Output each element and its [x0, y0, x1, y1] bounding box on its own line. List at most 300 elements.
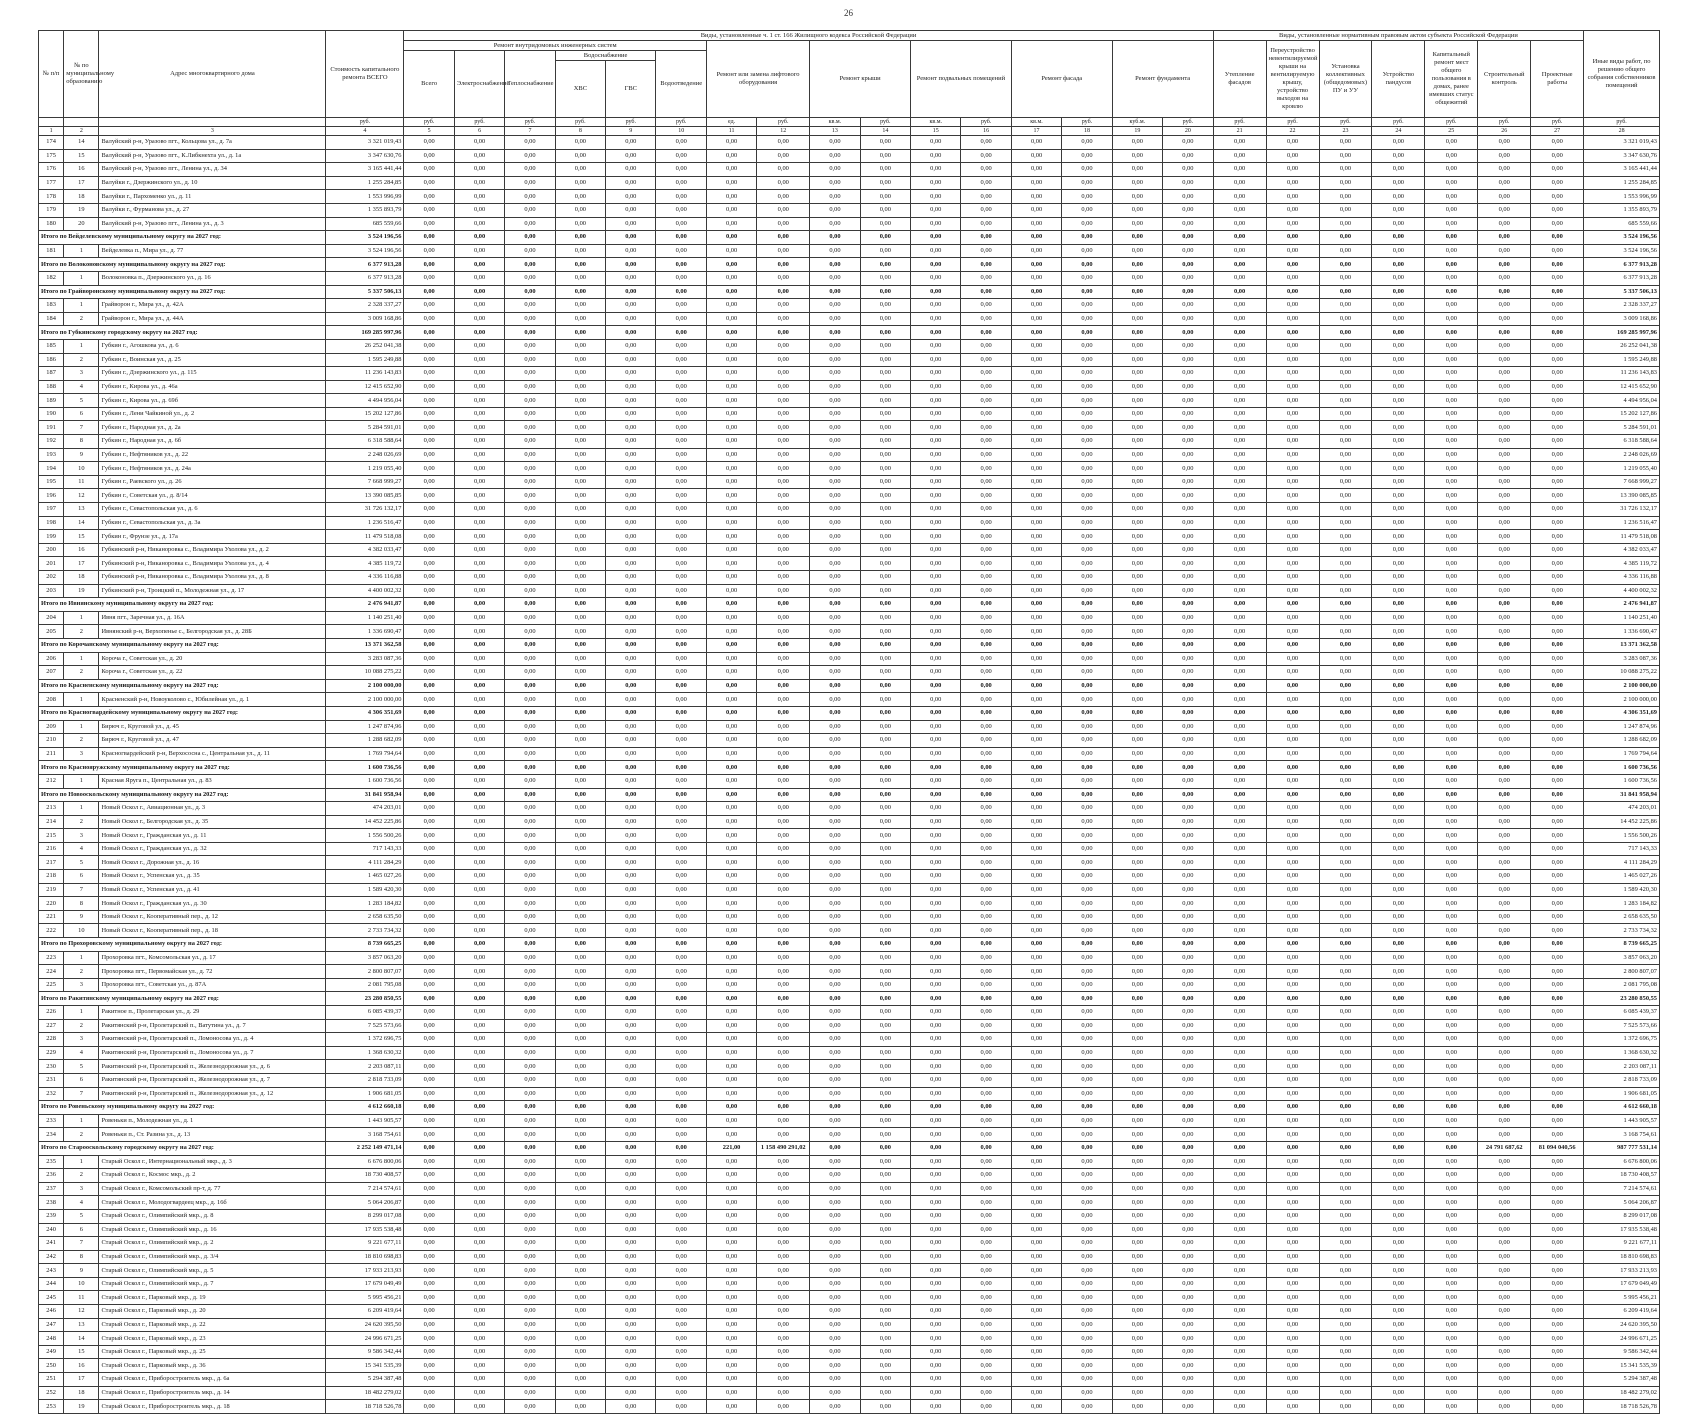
value-cell: 0,00 — [555, 883, 605, 897]
value-cell: 0,00 — [656, 1305, 706, 1319]
value-cell: 0,00 — [1163, 448, 1214, 462]
value-cell: 0,00 — [1425, 1046, 1478, 1060]
row-total: 2 248 026,69 — [1584, 448, 1660, 462]
value-cell: 0,00 — [860, 910, 910, 924]
value-cell: 0,00 — [706, 693, 756, 707]
value-cell: 0,00 — [555, 1169, 605, 1183]
value-cell: 0,00 — [656, 285, 706, 299]
value-cell: 0,00 — [1425, 217, 1478, 231]
row-number: 233 — [39, 1114, 64, 1128]
value-cell: 0,00 — [656, 1155, 706, 1169]
value-cell: 0,00 — [1266, 326, 1319, 340]
value-cell: 0,00 — [1531, 666, 1584, 680]
total-cost: 5 284 591,01 — [326, 421, 404, 435]
value-cell: 0,00 — [606, 1386, 656, 1400]
value-cell: 0,00 — [454, 1305, 504, 1319]
value-cell: 0,00 — [961, 516, 1011, 530]
table-row — [39, 203, 1660, 217]
value-cell: 0,00 — [1531, 299, 1584, 313]
value-cell: 0,00 — [1478, 666, 1531, 680]
value-cell: 0,00 — [1478, 584, 1531, 598]
value-cell: 0,00 — [656, 435, 706, 449]
address: Губкин г., Лени Чайкиной ул., д. 2 — [99, 407, 326, 421]
value-cell: 0,00 — [555, 149, 605, 163]
value-cell: 0,00 — [1011, 1223, 1061, 1237]
value-cell: 0,00 — [1425, 285, 1478, 299]
value-cell: 0,00 — [1266, 299, 1319, 313]
unit-cell: руб. — [961, 118, 1011, 127]
value-cell: 0,00 — [505, 1046, 555, 1060]
value-cell: 0,00 — [911, 1087, 961, 1101]
value-cell: 0,00 — [1319, 285, 1372, 299]
value-cell: 0,00 — [505, 258, 555, 272]
value-cell: 0,00 — [1266, 1250, 1319, 1264]
value-cell: 0,00 — [1112, 163, 1162, 177]
value-cell: 0,00 — [810, 679, 860, 693]
value-cell: 0,00 — [656, 1345, 706, 1359]
value-cell: 0,00 — [505, 1209, 555, 1223]
value-cell: 0,00 — [1372, 1114, 1425, 1128]
total-cost: 1 906 681,05 — [326, 1087, 404, 1101]
value-cell: 0,00 — [1213, 217, 1266, 231]
value-cell: 0,00 — [860, 1318, 910, 1332]
value-cell: 0,00 — [961, 693, 1011, 707]
value-cell: 0,00 — [606, 992, 656, 1006]
value-cell: 0,00 — [1425, 1006, 1478, 1020]
value-cell: 0,00 — [404, 679, 454, 693]
value-cell: 0,00 — [1062, 1223, 1112, 1237]
value-cell: 0,00 — [1372, 693, 1425, 707]
value-cell: 0,00 — [606, 1332, 656, 1346]
value-cell: 0,00 — [1062, 1114, 1112, 1128]
value-cell: 0,00 — [555, 1318, 605, 1332]
unit-cell: кв.м. — [810, 118, 860, 127]
value-cell: 0,00 — [961, 802, 1011, 816]
value-cell: 0,00 — [706, 1332, 756, 1346]
value-cell: 0,00 — [404, 1250, 454, 1264]
mo-number: 2 — [64, 1169, 99, 1183]
value-cell: 0,00 — [404, 747, 454, 761]
value-cell: 0,00 — [1011, 1332, 1061, 1346]
value-cell: 0,00 — [1213, 1277, 1266, 1291]
value-cell: 0,00 — [1163, 203, 1214, 217]
row-number: 175 — [39, 149, 64, 163]
value-cell: 0,00 — [757, 611, 810, 625]
value-cell: 0,00 — [1213, 489, 1266, 503]
value-cell: 0,00 — [1062, 407, 1112, 421]
value-cell: 0,00 — [555, 489, 605, 503]
value-cell: 0,00 — [454, 435, 504, 449]
value-cell: 0,00 — [1372, 720, 1425, 734]
value-cell: 0,00 — [1425, 1318, 1478, 1332]
value-cell: 0,00 — [1163, 666, 1214, 680]
unit-cell: руб. — [1372, 118, 1425, 127]
value-cell: 0,00 — [404, 353, 454, 367]
value-cell: 0,00 — [911, 720, 961, 734]
value-cell: 0,00 — [1372, 571, 1425, 585]
value-cell: 0,00 — [404, 530, 454, 544]
value-cell: 0,00 — [454, 516, 504, 530]
value-cell: 0,00 — [706, 951, 756, 965]
value-cell: 0,00 — [911, 1237, 961, 1251]
value-cell: 0,00 — [1425, 897, 1478, 911]
mo-number: 3 — [64, 1033, 99, 1047]
row-total: 1 140 251,40 — [1584, 611, 1660, 625]
value-cell: 0,00 — [505, 1101, 555, 1115]
value-cell: 0,00 — [1531, 1359, 1584, 1373]
value-cell: 0,00 — [555, 1209, 605, 1223]
value-cell: 0,00 — [1266, 611, 1319, 625]
value-cell: 0,00 — [1062, 1141, 1112, 1155]
value-cell: 0,00 — [1319, 149, 1372, 163]
value-cell: 0,00 — [1011, 1114, 1061, 1128]
value-cell: 0,00 — [1112, 475, 1162, 489]
value-cell: 0,00 — [656, 339, 706, 353]
value-cell: 0,00 — [656, 815, 706, 829]
value-cell: 0,00 — [606, 475, 656, 489]
value-cell: 0,00 — [1112, 1169, 1162, 1183]
mo-number: 3 — [64, 978, 99, 992]
value-cell: 0,00 — [1213, 693, 1266, 707]
value-cell: 0,00 — [555, 965, 605, 979]
value-cell: 0,00 — [1372, 706, 1425, 720]
row-total: 18 810 698,83 — [1584, 1250, 1660, 1264]
address: Грайворон г., Мира ул., д. 42А — [99, 299, 326, 313]
value-cell: 0,00 — [1372, 883, 1425, 897]
mo-number: 2 — [64, 1128, 99, 1142]
value-cell: 0,00 — [1213, 557, 1266, 571]
value-cell: 0,00 — [810, 1155, 860, 1169]
value-cell: 0,00 — [1478, 448, 1531, 462]
value-cell: 0,00 — [1163, 1046, 1214, 1060]
value-cell: 0,00 — [656, 1019, 706, 1033]
value-cell: 0,00 — [505, 1264, 555, 1278]
value-cell: 0,00 — [1062, 271, 1112, 285]
value-cell: 0,00 — [860, 190, 910, 204]
value-cell: 0,00 — [1372, 611, 1425, 625]
total-cost: 2 081 795,08 — [326, 978, 404, 992]
address: Старый Оскол г., Олимпийский мкр., д. 16 — [99, 1223, 326, 1237]
column-number-cell: 2 — [64, 127, 99, 136]
value-cell: 0,00 — [961, 421, 1011, 435]
address: Старый Оскол г., Комсомольский пр-т, д. 77 — [99, 1182, 326, 1196]
value-cell: 0,00 — [757, 312, 810, 326]
value-cell: 0,00 — [1163, 217, 1214, 231]
total-cost: 1 465 027,26 — [326, 870, 404, 884]
value-cell: 0,00 — [606, 747, 656, 761]
value-cell: 0,00 — [860, 1264, 910, 1278]
value-cell: 0,00 — [1213, 734, 1266, 748]
value-cell: 0,00 — [1319, 1019, 1372, 1033]
value-cell: 0,00 — [454, 1033, 504, 1047]
value-cell: 0,00 — [1062, 1128, 1112, 1142]
value-cell: 0,00 — [1163, 815, 1214, 829]
value-cell: 0,00 — [757, 829, 810, 843]
value-cell: 0,00 — [757, 475, 810, 489]
value-cell: 0,00 — [656, 271, 706, 285]
value-cell: 0,00 — [1062, 1155, 1112, 1169]
row-number: 201 — [39, 557, 64, 571]
value-cell: 0,00 — [706, 1373, 756, 1387]
value-cell: 0,00 — [810, 598, 860, 612]
address: Старый Оскол г., Олимпийский мкр., д. 8 — [99, 1209, 326, 1223]
value-cell: 0,00 — [1163, 462, 1214, 476]
value-cell: 0,00 — [1062, 734, 1112, 748]
value-cell: 0,00 — [1478, 271, 1531, 285]
value-cell: 0,00 — [505, 774, 555, 788]
table-row — [39, 1073, 1660, 1087]
value-cell: 0,00 — [404, 285, 454, 299]
total-cost: 4 111 284,29 — [326, 856, 404, 870]
row-total: 1 600 736,56 — [1584, 774, 1660, 788]
value-cell: 0,00 — [505, 679, 555, 693]
value-cell: 0,00 — [555, 1101, 605, 1115]
value-cell: 0,00 — [911, 1264, 961, 1278]
value-cell: 0,00 — [1213, 951, 1266, 965]
value-cell: 0,00 — [555, 1386, 605, 1400]
value-cell: 0,00 — [1425, 1373, 1478, 1387]
value-cell: 0,00 — [1011, 1386, 1061, 1400]
value-cell: 0,00 — [1425, 978, 1478, 992]
value-cell: 0,00 — [404, 625, 454, 639]
value-cell: 0,00 — [606, 1291, 656, 1305]
mo-number: 10 — [64, 924, 99, 938]
table-row — [39, 394, 1660, 408]
table-row — [39, 271, 1660, 285]
value-cell: 0,00 — [810, 475, 860, 489]
value-cell: 0,00 — [911, 258, 961, 272]
value-cell: 0,00 — [1011, 326, 1061, 340]
value-cell: 0,00 — [1372, 1196, 1425, 1210]
value-cell: 0,00 — [911, 666, 961, 680]
total-cost: 3 347 630,76 — [326, 149, 404, 163]
value-cell: 0,00 — [1163, 978, 1214, 992]
value-cell: 0,00 — [505, 503, 555, 517]
value-cell: 0,00 — [555, 1305, 605, 1319]
value-cell: 0,00 — [454, 380, 504, 394]
row-number: 253 — [39, 1400, 64, 1414]
value-cell: 0,00 — [1425, 312, 1478, 326]
row-number: 181 — [39, 244, 64, 258]
value-cell: 0,00 — [1425, 584, 1478, 598]
value-cell: 0,00 — [404, 611, 454, 625]
value-cell: 0,00 — [1425, 244, 1478, 258]
value-cell: 0,00 — [961, 217, 1011, 231]
address: Губкин г., Агошкова ул., д. 6 — [99, 339, 326, 353]
value-cell: 0,00 — [1372, 638, 1425, 652]
value-cell: 0,00 — [1372, 489, 1425, 503]
value-cell: 0,00 — [1011, 584, 1061, 598]
value-cell: 0,00 — [1163, 557, 1214, 571]
value-cell: 0,00 — [1372, 1291, 1425, 1305]
total-cost: 3 165 441,44 — [326, 163, 404, 177]
value-cell: 0,00 — [454, 1155, 504, 1169]
table-row — [39, 1291, 1660, 1305]
mo-number: 15 — [64, 1345, 99, 1359]
value-cell: 0,00 — [860, 136, 910, 150]
value-cell: 0,00 — [757, 734, 810, 748]
mo-number: 1 — [64, 720, 99, 734]
value-cell: 0,00 — [860, 367, 910, 381]
total-cost: 1 595 249,88 — [326, 353, 404, 367]
value-cell: 0,00 — [757, 176, 810, 190]
address: Новый Оскол г., Кооперативный пер., д. 18 — [99, 924, 326, 938]
value-cell: 0,00 — [810, 462, 860, 476]
value-cell: 0,00 — [1213, 1291, 1266, 1305]
header-engineering: Ремонт внутридомовых инженерных систем — [404, 41, 706, 51]
table-row — [39, 176, 1660, 190]
table-row — [39, 842, 1660, 856]
value-cell: 0,00 — [1531, 407, 1584, 421]
value-cell: 0,00 — [404, 1060, 454, 1074]
value-cell: 0,00 — [860, 435, 910, 449]
value-cell: 0,00 — [1425, 516, 1478, 530]
value-cell: 0,00 — [911, 1196, 961, 1210]
value-cell: 0,00 — [706, 1006, 756, 1020]
value-cell: 0,00 — [911, 924, 961, 938]
value-cell: 0,00 — [1163, 258, 1214, 272]
row-number: 194 — [39, 462, 64, 476]
value-cell: 0,00 — [656, 856, 706, 870]
value-cell: 0,00 — [404, 190, 454, 204]
value-cell: 0,00 — [1425, 271, 1478, 285]
row-number: 230 — [39, 1060, 64, 1074]
value-cell: 0,00 — [1319, 1305, 1372, 1319]
mo-number: 16 — [64, 543, 99, 557]
value-cell: 0,00 — [1478, 163, 1531, 177]
mo-number: 12 — [64, 489, 99, 503]
value-cell: 0,00 — [606, 285, 656, 299]
value-cell: 0,00 — [961, 747, 1011, 761]
value-cell: 0,00 — [757, 136, 810, 150]
value-cell: 0,00 — [1213, 842, 1266, 856]
value-cell: 0,00 — [1062, 516, 1112, 530]
value-cell: 0,00 — [1112, 1141, 1162, 1155]
value-cell: 0,00 — [1213, 299, 1266, 313]
value-cell: 0,00 — [1062, 394, 1112, 408]
value-cell: 0,00 — [1011, 1359, 1061, 1373]
value-cell: 0,00 — [1478, 489, 1531, 503]
value-cell: 0,00 — [606, 1209, 656, 1223]
address: Новый Оскол г., Успенская ул., д. 41 — [99, 883, 326, 897]
value-cell: 0,00 — [706, 638, 756, 652]
value-cell: 0,00 — [1163, 856, 1214, 870]
value-cell: 0,00 — [505, 829, 555, 843]
value-cell: 0,00 — [404, 734, 454, 748]
table-row — [39, 1250, 1660, 1264]
total-cost: 1 372 696,75 — [326, 1033, 404, 1047]
value-cell: 0,00 — [1478, 543, 1531, 557]
value-cell: 0,00 — [810, 421, 860, 435]
value-cell: 0,00 — [1319, 271, 1372, 285]
value-cell: 0,00 — [1478, 842, 1531, 856]
value-cell: 0,00 — [1478, 978, 1531, 992]
value-cell: 0,00 — [810, 1237, 860, 1251]
value-cell: 0,00 — [454, 149, 504, 163]
value-cell: 0,00 — [911, 842, 961, 856]
value-cell: 0,00 — [1478, 571, 1531, 585]
row-total: 474 203,01 — [1584, 802, 1660, 816]
value-cell: 0,00 — [1266, 353, 1319, 367]
value-cell: 0,00 — [810, 1318, 860, 1332]
value-cell: 0,00 — [1112, 1250, 1162, 1264]
value-cell: 0,00 — [505, 598, 555, 612]
value-cell: 0,00 — [656, 679, 706, 693]
value-cell: 0,00 — [706, 747, 756, 761]
value-cell: 0,00 — [1062, 693, 1112, 707]
value-cell: 0,00 — [961, 1291, 1011, 1305]
value-cell: 0,00 — [1425, 652, 1478, 666]
table-row — [39, 720, 1660, 734]
value-cell: 0,00 — [1266, 1073, 1319, 1087]
value-cell: 0,00 — [1319, 598, 1372, 612]
value-cell: 0,00 — [1163, 1359, 1214, 1373]
value-cell: 0,00 — [1011, 774, 1061, 788]
value-cell: 0,00 — [757, 448, 810, 462]
value-cell: 0,00 — [1266, 1373, 1319, 1387]
value-cell: 0,00 — [1478, 1386, 1531, 1400]
value-cell: 0,00 — [404, 244, 454, 258]
value-cell: 0,00 — [1372, 802, 1425, 816]
value-cell: 0,00 — [1213, 1006, 1266, 1020]
value-cell: 0,00 — [606, 842, 656, 856]
value-cell: 0,00 — [1213, 802, 1266, 816]
value-cell: 0,00 — [1163, 1033, 1214, 1047]
value-cell: 0,00 — [505, 1250, 555, 1264]
value-cell: 0,00 — [1266, 1277, 1319, 1291]
value-cell: 0,00 — [810, 1291, 860, 1305]
value-cell: 0,00 — [1112, 924, 1162, 938]
value-cell: 0,00 — [656, 203, 706, 217]
value-cell: 0,00 — [810, 1305, 860, 1319]
value-cell: 0,00 — [555, 557, 605, 571]
value-cell: 0,00 — [606, 163, 656, 177]
value-cell: 0,00 — [961, 367, 1011, 381]
total-cost: 8 299 017,08 — [326, 1209, 404, 1223]
value-cell: 0,00 — [1163, 965, 1214, 979]
value-cell: 0,00 — [1112, 706, 1162, 720]
value-cell: 0,00 — [1213, 788, 1266, 802]
row-total: 6 377 913,28 — [1584, 258, 1660, 272]
value-cell: 0,00 — [606, 870, 656, 884]
table-row — [39, 870, 1660, 884]
value-cell: 0,00 — [1011, 1101, 1061, 1115]
value-cell: 0,00 — [1319, 299, 1372, 313]
value-cell: 0,00 — [1266, 978, 1319, 992]
value-cell: 0,00 — [1425, 1332, 1478, 1346]
row-number: 225 — [39, 978, 64, 992]
value-cell: 0,00 — [1478, 367, 1531, 381]
value-cell: 0,00 — [1531, 679, 1584, 693]
value-cell: 0,00 — [454, 870, 504, 884]
value-cell: 0,00 — [656, 1332, 706, 1346]
value-cell: 0,00 — [911, 217, 961, 231]
value-cell: 0,00 — [404, 503, 454, 517]
address: Старый Оскол г., Парковый мкр., д. 20 — [99, 1305, 326, 1319]
value-cell: 0,00 — [1266, 475, 1319, 489]
value-cell: 0,00 — [1372, 761, 1425, 775]
value-cell: 0,00 — [1062, 312, 1112, 326]
value-cell: 0,00 — [1531, 1196, 1584, 1210]
table-row — [39, 503, 1660, 517]
table-body — [39, 136, 1660, 1414]
row-number: 232 — [39, 1087, 64, 1101]
value-cell: 0,00 — [1011, 1087, 1061, 1101]
value-cell: 0,00 — [454, 652, 504, 666]
value-cell: 0,00 — [810, 530, 860, 544]
value-cell: 0,00 — [1213, 1332, 1266, 1346]
mo-number: 15 — [64, 149, 99, 163]
